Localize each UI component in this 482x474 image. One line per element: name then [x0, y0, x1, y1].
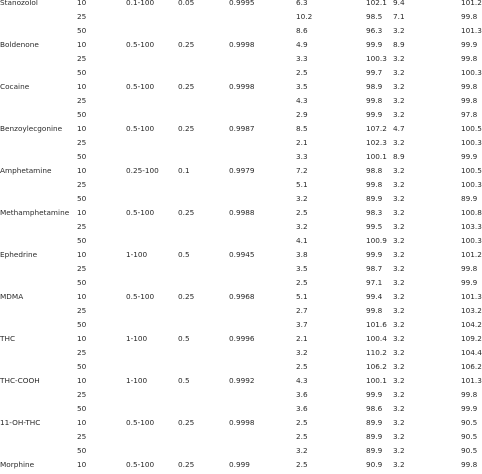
accuracy-a-cell: 99.4 — [366, 292, 383, 301]
r-squared-cell: 0.9992 — [229, 376, 255, 385]
concentration-cell: 10 — [77, 0, 87, 7]
r-squared-cell: 0.9998 — [229, 40, 255, 49]
accuracy-b-cell: 103.3 — [461, 222, 482, 231]
precision-a-cell: 2.5 — [296, 418, 308, 427]
compound-name-cell: Ephedrine — [0, 250, 38, 259]
concentration-cell: 25 — [77, 348, 87, 357]
linear-range-cell: 0.5-100 — [126, 82, 155, 91]
precision-b-cell: 3.2 — [393, 54, 405, 63]
loq-cell: 0.25 — [178, 40, 195, 49]
accuracy-b-cell: 99.8 — [461, 390, 478, 399]
loq-cell: 0.5 — [178, 250, 190, 259]
r-squared-cell: 0.9987 — [229, 124, 255, 133]
accuracy-b-cell: 101.3 — [461, 376, 482, 385]
precision-a-cell: 2.5 — [296, 460, 308, 469]
r-squared-cell: 0.9988 — [229, 208, 255, 217]
accuracy-a-cell: 98.5 — [366, 12, 383, 21]
compound-name-cell: Benzoylecgonine — [0, 124, 63, 133]
precision-a-cell: 3.7 — [296, 320, 308, 329]
table-row — [0, 220, 482, 234]
accuracy-b-cell: 99.8 — [461, 54, 478, 63]
table-row — [0, 234, 482, 248]
concentration-cell: 50 — [77, 446, 87, 455]
table-row — [0, 164, 482, 178]
accuracy-b-cell: 103.2 — [461, 306, 482, 315]
accuracy-b-cell: 109.2 — [461, 334, 482, 343]
precision-a-cell: 2.5 — [296, 362, 308, 371]
concentration-cell: 50 — [77, 236, 87, 245]
table-row — [0, 150, 478, 164]
accuracy-a-cell: 98.3 — [366, 208, 383, 217]
compound-name-cell: THC-COOH — [0, 376, 40, 385]
precision-b-cell: 3.2 — [393, 432, 405, 441]
table-row — [0, 402, 478, 416]
compound-name-cell: MDMA — [0, 292, 24, 301]
accuracy-a-cell: 110.2 — [366, 348, 387, 357]
precision-a-cell: 3.2 — [296, 446, 308, 455]
concentration-cell: 50 — [77, 110, 87, 119]
accuracy-b-cell: 106.2 — [461, 362, 482, 371]
accuracy-a-cell: 99.9 — [366, 40, 383, 49]
accuracy-b-cell: 100.3 — [461, 138, 482, 147]
precision-a-cell: 2.9 — [296, 110, 308, 119]
loq-cell: 0.25 — [178, 292, 195, 301]
table-row — [0, 38, 478, 52]
precision-b-cell: 3.2 — [393, 404, 405, 413]
accuracy-b-cell: 101.3 — [461, 26, 482, 35]
table-row — [0, 94, 478, 108]
accuracy-a-cell: 89.9 — [366, 418, 383, 427]
r-squared-cell: 0.9995 — [229, 0, 255, 7]
concentration-cell: 10 — [77, 124, 87, 133]
concentration-cell: 25 — [77, 390, 87, 399]
compound-name-cell: Stanozolol — [0, 0, 38, 7]
precision-b-cell: 3.2 — [393, 26, 405, 35]
compound-name-cell: Amphetamine — [0, 166, 52, 175]
precision-a-cell: 10.2 — [296, 12, 313, 21]
table-row — [0, 122, 482, 136]
concentration-cell: 25 — [77, 222, 87, 231]
linear-range-cell: 1-100 — [126, 250, 148, 259]
accuracy-a-cell: 99.8 — [366, 180, 383, 189]
accuracy-b-cell: 101.2 — [461, 250, 482, 259]
precision-a-cell: 2.5 — [296, 208, 308, 217]
accuracy-a-cell: 100.1 — [366, 152, 387, 161]
accuracy-b-cell: 99.8 — [461, 82, 478, 91]
concentration-cell: 50 — [77, 26, 87, 35]
precision-b-cell: 3.2 — [393, 334, 405, 343]
linear-range-cell: 0.5-100 — [126, 124, 155, 133]
precision-b-cell: 8.9 — [393, 152, 405, 161]
table-row — [0, 80, 478, 94]
precision-b-cell: 3.2 — [393, 138, 405, 147]
precision-a-cell: 2.7 — [296, 306, 308, 315]
precision-b-cell: 3.2 — [393, 362, 405, 371]
accuracy-b-cell: 100.5 — [461, 124, 482, 133]
precision-a-cell: 2.5 — [296, 432, 308, 441]
r-squared-cell: 0.9979 — [229, 166, 255, 175]
accuracy-a-cell: 98.6 — [366, 404, 383, 413]
precision-a-cell: 3.3 — [296, 152, 308, 161]
accuracy-b-cell: 100.8 — [461, 208, 482, 217]
accuracy-a-cell: 106.2 — [366, 362, 387, 371]
concentration-cell: 25 — [77, 54, 87, 63]
precision-b-cell: 3.2 — [393, 376, 405, 385]
concentration-cell: 50 — [77, 362, 87, 371]
precision-b-cell: 3.2 — [393, 68, 405, 77]
precision-b-cell: 3.2 — [393, 306, 405, 315]
accuracy-a-cell: 89.9 — [366, 446, 383, 455]
loq-cell: 0.25 — [178, 418, 195, 427]
table-row — [0, 304, 482, 318]
accuracy-a-cell: 100.3 — [366, 54, 387, 63]
table-row — [0, 276, 478, 290]
precision-b-cell: 3.2 — [393, 250, 405, 259]
concentration-cell: 10 — [77, 250, 87, 259]
accuracy-a-cell: 98.8 — [366, 166, 383, 175]
accuracy-a-cell: 99.9 — [366, 250, 383, 259]
table-row — [0, 262, 478, 276]
accuracy-b-cell: 97.8 — [461, 110, 478, 119]
accuracy-a-cell: 99.9 — [366, 110, 383, 119]
precision-a-cell: 4.9 — [296, 40, 308, 49]
concentration-cell: 25 — [77, 432, 87, 441]
precision-b-cell: 3.2 — [393, 222, 405, 231]
table-row — [0, 416, 478, 430]
precision-b-cell: 4.7 — [393, 124, 405, 133]
table-row — [0, 290, 482, 304]
table-row — [0, 136, 482, 150]
compound-name-cell: Boldenone — [0, 40, 39, 49]
precision-a-cell: 3.5 — [296, 82, 308, 91]
accuracy-a-cell: 90.9 — [366, 460, 383, 469]
precision-a-cell: 3.2 — [296, 222, 308, 231]
precision-b-cell: 3.2 — [393, 278, 405, 287]
table-row — [0, 66, 482, 80]
precision-a-cell: 2.1 — [296, 334, 308, 343]
linear-range-cell: 0.1-100 — [126, 0, 155, 7]
precision-a-cell: 5.1 — [296, 292, 308, 301]
loq-cell: 0.1 — [178, 166, 190, 175]
accuracy-a-cell: 107.2 — [366, 124, 387, 133]
accuracy-a-cell: 96.3 — [366, 26, 383, 35]
precision-b-cell: 3.2 — [393, 194, 405, 203]
concentration-cell: 25 — [77, 96, 87, 105]
linear-range-cell: 0.25-100 — [126, 166, 159, 175]
precision-b-cell: 3.2 — [393, 166, 405, 175]
precision-b-cell: 3.2 — [393, 96, 405, 105]
accuracy-b-cell: 99.9 — [461, 278, 478, 287]
precision-a-cell: 8.6 — [296, 26, 308, 35]
concentration-cell: 10 — [77, 460, 87, 469]
concentration-cell: 50 — [77, 278, 87, 287]
compound-name-cell: Methamphetamine — [0, 208, 70, 217]
table-row — [0, 108, 478, 122]
precision-b-cell: 3.2 — [393, 348, 405, 357]
precision-a-cell: 3.6 — [296, 390, 308, 399]
compound-name-cell: 11-OH-THC — [0, 418, 41, 427]
table-row — [0, 0, 482, 10]
precision-b-cell: 7.1 — [393, 12, 405, 21]
accuracy-a-cell: 100.4 — [366, 334, 387, 343]
concentration-cell: 25 — [77, 138, 87, 147]
linear-range-cell: 0.5-100 — [126, 40, 155, 49]
loq-cell: 0.25 — [178, 460, 195, 469]
compound-name-cell: Morphine — [0, 460, 35, 469]
accuracy-b-cell: 100.3 — [461, 68, 482, 77]
accuracy-a-cell: 102.1 — [366, 0, 387, 7]
table-row — [0, 24, 482, 38]
accuracy-b-cell: 99.8 — [461, 264, 478, 273]
precision-a-cell: 5.1 — [296, 180, 308, 189]
precision-a-cell: 7.2 — [296, 166, 308, 175]
accuracy-b-cell: 90.5 — [461, 432, 478, 441]
accuracy-a-cell: 99.8 — [366, 96, 383, 105]
precision-b-cell: 3.2 — [393, 460, 405, 469]
linear-range-cell: 1-100 — [126, 334, 148, 343]
accuracy-a-cell: 89.9 — [366, 194, 383, 203]
accuracy-b-cell: 100.5 — [461, 166, 482, 175]
r-squared-cell: 0.9996 — [229, 334, 255, 343]
accuracy-a-cell: 98.9 — [366, 82, 383, 91]
precision-b-cell: 3.2 — [393, 264, 405, 273]
accuracy-a-cell: 98.7 — [366, 264, 383, 273]
linear-range-cell: 0.5-100 — [126, 460, 155, 469]
concentration-cell: 10 — [77, 418, 87, 427]
table-row — [0, 248, 482, 262]
precision-b-cell: 3.2 — [393, 110, 405, 119]
precision-a-cell: 4.3 — [296, 96, 308, 105]
table-row — [0, 178, 482, 192]
precision-b-cell: 3.2 — [393, 446, 405, 455]
table-row — [0, 332, 482, 346]
table-row — [0, 360, 482, 374]
table-row — [0, 374, 482, 388]
accuracy-b-cell: 100.3 — [461, 236, 482, 245]
r-squared-cell: 0.9998 — [229, 418, 255, 427]
loq-cell: 0.5 — [178, 376, 190, 385]
precision-a-cell: 2.1 — [296, 138, 308, 147]
precision-b-cell: 3.2 — [393, 418, 405, 427]
compound-name-cell: Cocaine — [0, 82, 30, 91]
compound-name-cell: THC — [0, 334, 16, 343]
accuracy-a-cell: 99.5 — [366, 222, 383, 231]
table-row — [0, 206, 482, 220]
precision-a-cell: 3.6 — [296, 404, 308, 413]
accuracy-a-cell: 89.9 — [366, 432, 383, 441]
loq-cell: 0.25 — [178, 124, 195, 133]
table-row — [0, 52, 478, 66]
linear-range-cell: 0.5-100 — [126, 418, 155, 427]
precision-b-cell: 3.2 — [393, 292, 405, 301]
precision-a-cell: 3.3 — [296, 54, 308, 63]
accuracy-a-cell: 101.6 — [366, 320, 387, 329]
accuracy-b-cell: 99.8 — [461, 96, 478, 105]
table-row — [0, 388, 478, 402]
precision-b-cell: 3.2 — [393, 390, 405, 399]
accuracy-a-cell: 99.9 — [366, 390, 383, 399]
table-row — [0, 318, 482, 332]
r-squared-cell: 0.9968 — [229, 292, 255, 301]
r-squared-cell: 0.9998 — [229, 82, 255, 91]
precision-b-cell: 9.4 — [393, 0, 405, 7]
precision-a-cell: 3.2 — [296, 194, 308, 203]
accuracy-b-cell: 90.5 — [461, 446, 478, 455]
table-row — [0, 444, 478, 458]
concentration-cell: 10 — [77, 82, 87, 91]
accuracy-b-cell: 99.8 — [461, 12, 478, 21]
linear-range-cell: 0.5-100 — [126, 208, 155, 217]
concentration-cell: 10 — [77, 208, 87, 217]
accuracy-a-cell: 100.1 — [366, 376, 387, 385]
table-row — [0, 346, 482, 360]
accuracy-b-cell: 99.9 — [461, 404, 478, 413]
concentration-cell: 50 — [77, 152, 87, 161]
accuracy-b-cell: 99.9 — [461, 40, 478, 49]
accuracy-b-cell: 104.2 — [461, 320, 482, 329]
loq-cell: 0.25 — [178, 208, 195, 217]
concentration-cell: 10 — [77, 292, 87, 301]
accuracy-b-cell: 90.5 — [461, 418, 478, 427]
accuracy-b-cell: 104.4 — [461, 348, 482, 357]
accuracy-b-cell: 99.8 — [461, 460, 478, 469]
concentration-cell: 25 — [77, 306, 87, 315]
precision-a-cell: 8.5 — [296, 124, 308, 133]
precision-b-cell: 3.2 — [393, 82, 405, 91]
accuracy-a-cell: 97.1 — [366, 278, 383, 287]
concentration-cell: 50 — [77, 68, 87, 77]
table-row — [0, 430, 478, 444]
concentration-cell: 50 — [77, 404, 87, 413]
concentration-cell: 25 — [77, 264, 87, 273]
linear-range-cell: 0.5-100 — [126, 292, 155, 301]
precision-a-cell: 3.8 — [296, 250, 308, 259]
accuracy-a-cell: 99.7 — [366, 68, 383, 77]
loq-cell: 0.5 — [178, 334, 190, 343]
concentration-cell: 10 — [77, 334, 87, 343]
accuracy-b-cell: 100.3 — [461, 180, 482, 189]
r-squared-cell: 0.9945 — [229, 250, 255, 259]
concentration-cell: 10 — [77, 166, 87, 175]
accuracy-a-cell: 99.8 — [366, 306, 383, 315]
loq-cell: 0.05 — [178, 0, 195, 7]
precision-b-cell: 3.2 — [393, 320, 405, 329]
table-row — [0, 192, 478, 206]
precision-a-cell: 2.5 — [296, 68, 308, 77]
concentration-cell: 25 — [77, 12, 87, 21]
accuracy-b-cell: 99.9 — [461, 152, 478, 161]
concentration-cell: 50 — [77, 194, 87, 203]
concentration-cell: 10 — [77, 376, 87, 385]
accuracy-b-cell: 89.9 — [461, 194, 478, 203]
precision-a-cell: 3.5 — [296, 264, 308, 273]
table-row — [0, 10, 478, 24]
precision-a-cell: 4.3 — [296, 376, 308, 385]
loq-cell: 0.25 — [178, 82, 195, 91]
concentration-cell: 25 — [77, 180, 87, 189]
precision-a-cell: 6.3 — [296, 0, 308, 7]
accuracy-a-cell: 102.3 — [366, 138, 387, 147]
precision-b-cell: 3.2 — [393, 180, 405, 189]
precision-a-cell: 4.1 — [296, 236, 308, 245]
concentration-cell: 10 — [77, 40, 87, 49]
concentration-cell: 50 — [77, 320, 87, 329]
accuracy-b-cell: 101.3 — [461, 292, 482, 301]
precision-a-cell: 3.2 — [296, 348, 308, 357]
precision-b-cell: 3.2 — [393, 208, 405, 217]
accuracy-b-cell: 101.2 — [461, 0, 482, 7]
linear-range-cell: 1-100 — [126, 376, 148, 385]
table-row — [0, 458, 478, 472]
accuracy-a-cell: 100.9 — [366, 236, 387, 245]
precision-b-cell: 8.9 — [393, 40, 405, 49]
r-squared-cell: 0.999 — [229, 460, 250, 469]
precision-a-cell: 2.5 — [296, 278, 308, 287]
precision-b-cell: 3.2 — [393, 236, 405, 245]
